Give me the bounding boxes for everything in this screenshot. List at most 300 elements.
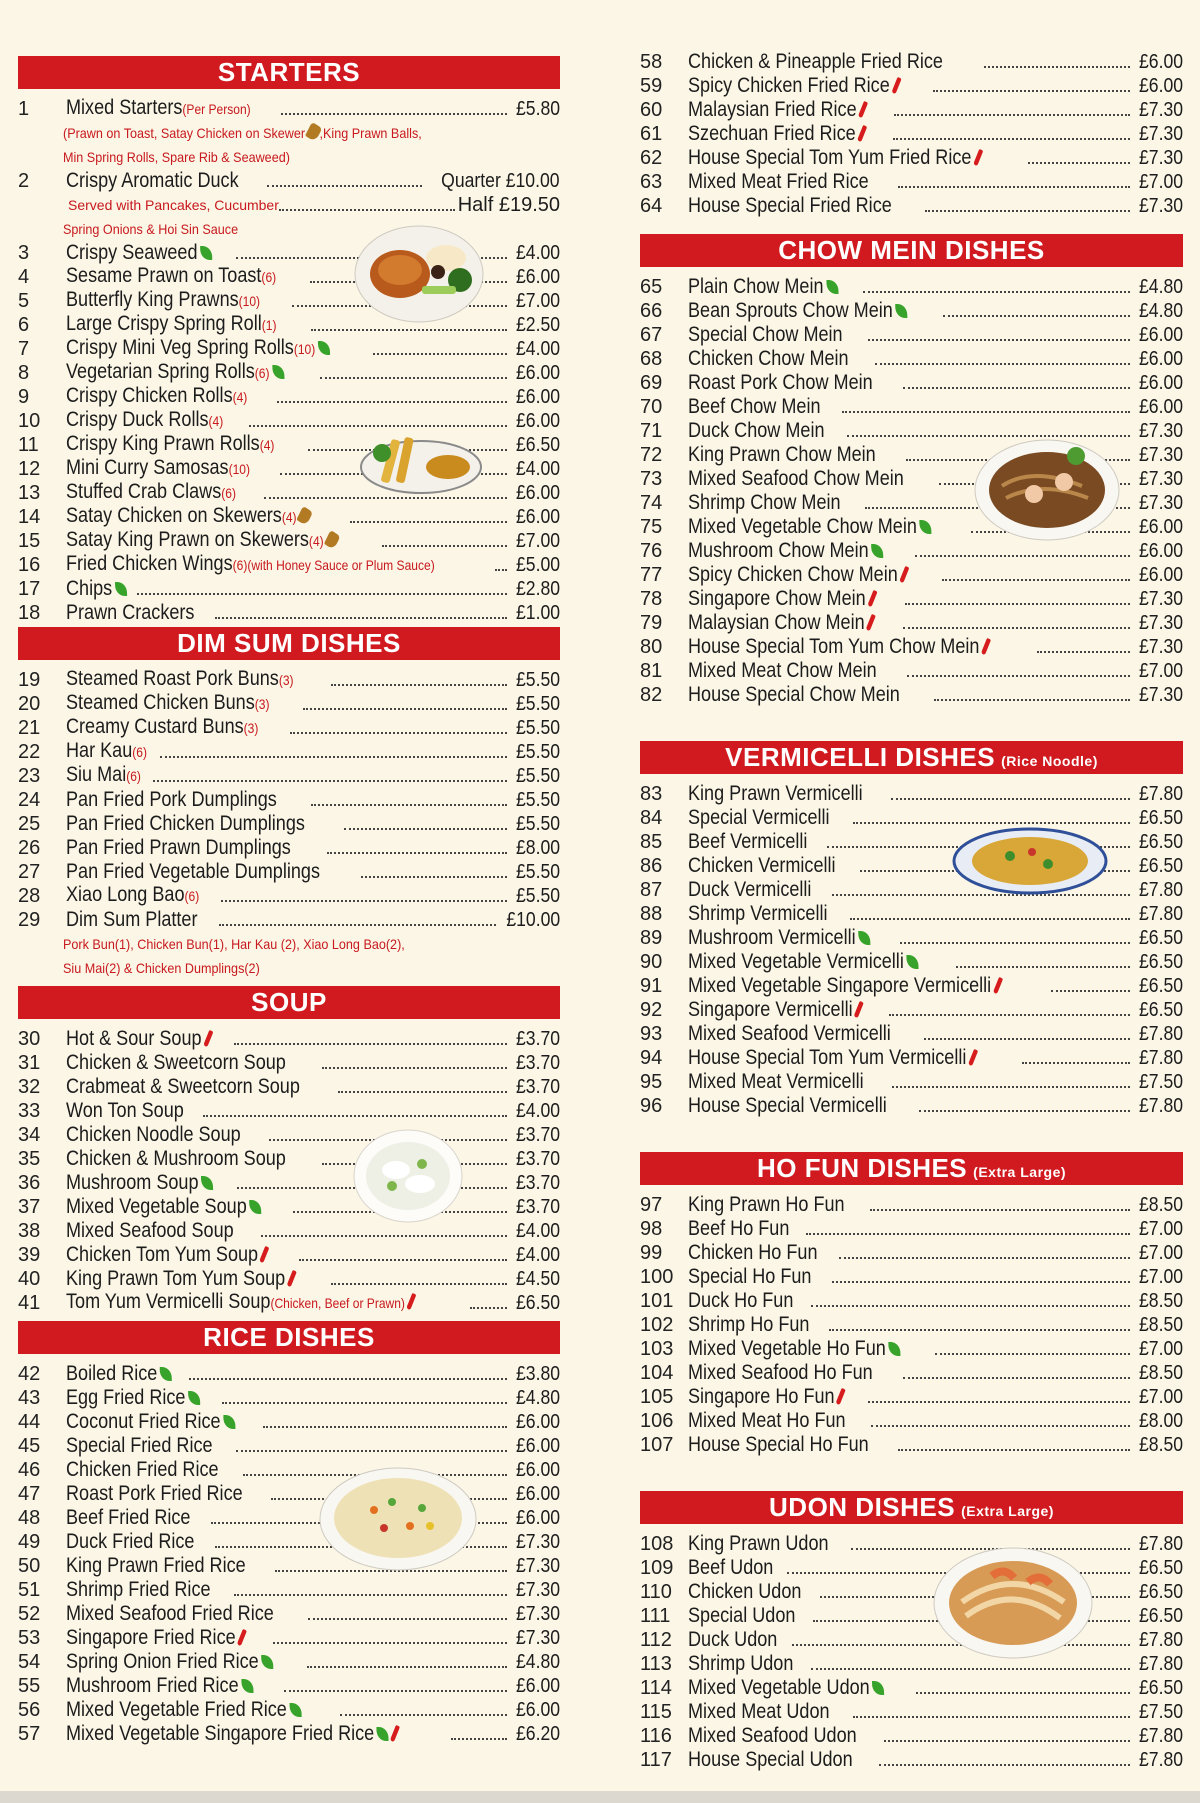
item-name: Chicken & Sweetcorn Soup xyxy=(66,1051,286,1074)
item-name: Xiao Long Bao xyxy=(66,883,185,906)
item-name: Chicken Tom Yum Soup xyxy=(66,1243,259,1266)
item-name-wrap xyxy=(688,515,932,539)
item-description xyxy=(18,145,506,169)
dot-leader xyxy=(903,1377,1130,1379)
item-number: 47 xyxy=(18,1483,41,1505)
chili-icon xyxy=(836,1388,846,1406)
menu-item xyxy=(640,194,1183,218)
dot-leader xyxy=(875,363,1130,365)
item-name: Roast Pork Chow Mein xyxy=(688,371,873,394)
menu-section xyxy=(640,1491,1183,1772)
item-note: (6) xyxy=(254,365,270,381)
item-name-wrap xyxy=(66,1123,241,1147)
item-name: Special Chow Mein xyxy=(688,323,843,346)
item-name-wrap xyxy=(688,1289,793,1313)
dot-leader xyxy=(829,1329,1130,1331)
item-name: Pan Fried Chicken Dumplings xyxy=(66,812,305,835)
item-price: £7.30 xyxy=(1138,612,1183,634)
menu-item xyxy=(640,1313,1183,1337)
section-title: CHOW MEIN DISHES xyxy=(778,235,1045,265)
item-name: Spicy Chicken Fried Rice xyxy=(688,74,890,97)
menu-item xyxy=(640,974,1183,998)
menu-section xyxy=(18,1321,560,1746)
menu-item xyxy=(640,1265,1183,1289)
item-name: King Prawn Fried Rice xyxy=(66,1554,246,1577)
item-number: 79 xyxy=(640,612,663,634)
item-name-wrap xyxy=(688,1094,887,1118)
item-name: Mixed Seafood Ho Fun xyxy=(688,1361,873,1384)
item-number: 17 xyxy=(18,578,41,600)
item-number: 102 xyxy=(640,1314,674,1336)
item-number: 113 xyxy=(640,1653,672,1675)
menu-item xyxy=(18,1027,560,1051)
description-text: ,King Prawn Balls, xyxy=(319,125,422,141)
dot-leader xyxy=(868,1401,1129,1403)
item-number: 28 xyxy=(18,885,41,907)
item-number: 58 xyxy=(640,51,663,73)
item-note: (10) xyxy=(228,461,250,477)
item-name: House Special Fried Rice xyxy=(688,194,892,217)
item-price: £4.00 xyxy=(515,458,560,480)
menu-item xyxy=(640,950,1183,974)
dot-leader xyxy=(273,1642,507,1644)
item-number: 2 xyxy=(18,170,30,192)
menu-item xyxy=(640,563,1183,587)
item-number: 12 xyxy=(18,458,41,480)
item-name-wrap xyxy=(688,1652,793,1676)
item-price: £7.30 xyxy=(1138,636,1183,658)
item-price: £4.00 xyxy=(515,242,560,264)
item-name: Shrimp Udon xyxy=(688,1652,794,1675)
dot-leader xyxy=(327,852,506,854)
item-number: 59 xyxy=(640,75,663,97)
item-number: 74 xyxy=(640,492,663,514)
item-name: Mushroom Fried Rice xyxy=(66,1674,239,1697)
item-price: £6.50 xyxy=(1138,1581,1183,1603)
item-name: Beef Vermicelli xyxy=(688,830,808,853)
item-number: 26 xyxy=(18,837,41,859)
item-number: 88 xyxy=(640,903,663,925)
item-number: 112 xyxy=(640,1629,672,1651)
menu-item xyxy=(18,1123,560,1147)
menu-item xyxy=(18,1195,560,1219)
dot-leader xyxy=(891,798,1130,800)
item-name-wrap xyxy=(66,1075,300,1099)
item-name: Mixed Vegetable Singapore Vermicelli xyxy=(688,974,992,997)
item-name-wrap xyxy=(688,1604,795,1628)
item-name: House Special Tom Yum Fried Rice xyxy=(688,146,972,169)
chili-icon xyxy=(390,1725,400,1743)
description-text: Served with Pancakes, Cucumber xyxy=(68,197,279,213)
item-price: £6.00 xyxy=(1138,75,1183,97)
item-note: (4) xyxy=(281,509,297,525)
vermicelli-photo xyxy=(952,826,1108,896)
item-name-wrap xyxy=(66,1482,243,1506)
item-name-wrap xyxy=(66,1434,213,1458)
section-subtitle: (Extra Large) xyxy=(961,1503,1054,1519)
item-name: Duck Udon xyxy=(688,1628,778,1651)
item-price: £6.50 xyxy=(1138,927,1183,949)
item-number: 5 xyxy=(18,290,30,312)
menu-item xyxy=(640,299,1183,323)
menu-item xyxy=(18,337,560,361)
item-name: Crispy Chicken Rolls xyxy=(66,384,233,407)
item-price: £7.00 xyxy=(1138,1338,1183,1360)
item-name-wrap xyxy=(688,683,900,707)
dot-leader xyxy=(1022,1062,1130,1064)
item-number: 18 xyxy=(18,602,41,624)
item-name-wrap xyxy=(66,241,212,265)
item-number: 52 xyxy=(18,1603,41,1625)
dot-leader xyxy=(893,138,1130,140)
item-name-wrap xyxy=(688,1748,853,1772)
item-name: Chicken Vermicelli xyxy=(688,854,836,877)
item-price: £7.80 xyxy=(1138,1047,1183,1069)
item-number: 100 xyxy=(640,1266,674,1288)
item-price: £6.00 xyxy=(515,1507,560,1529)
item-name: Mixed Meat Chow Mein xyxy=(688,659,877,682)
item-price: £2.50 xyxy=(515,314,560,336)
skewer-icon xyxy=(296,506,313,526)
item-number: 33 xyxy=(18,1100,41,1122)
item-number: 92 xyxy=(640,999,663,1021)
menu-item xyxy=(18,577,560,601)
menu-item xyxy=(640,1361,1183,1385)
dot-leader xyxy=(853,822,1130,824)
item-number: 109 xyxy=(640,1557,674,1579)
item-price: £5.50 xyxy=(515,885,560,907)
item-price: £8.50 xyxy=(1138,1434,1183,1456)
item-name-wrap xyxy=(688,974,1000,998)
dot-leader xyxy=(153,780,507,782)
leaf-icon xyxy=(241,1679,253,1693)
menu-item xyxy=(18,1722,560,1746)
dot-leader xyxy=(839,1257,1130,1259)
dot-leader xyxy=(470,1307,507,1309)
dot-leader xyxy=(811,1305,1130,1307)
item-price: £4.80 xyxy=(1138,300,1183,322)
item-price: £2.80 xyxy=(515,578,560,600)
item-name: Creamy Custard Buns xyxy=(66,715,244,738)
item-price: £5.50 xyxy=(515,693,560,715)
dot-leader xyxy=(219,924,496,926)
item-number: 70 xyxy=(640,396,663,418)
menu-item xyxy=(640,1094,1183,1118)
item-name: Singapore Ho Fun xyxy=(688,1385,835,1408)
menu-item xyxy=(18,740,560,764)
dot-leader xyxy=(900,942,1130,944)
item-price: £4.00 xyxy=(515,1100,560,1122)
item-price: £8.00 xyxy=(515,837,560,859)
item-name-wrap xyxy=(688,902,828,926)
menu-section xyxy=(640,50,1183,218)
item-name-wrap xyxy=(688,1580,801,1604)
item-price: £6.00 xyxy=(1138,396,1183,418)
dot-leader xyxy=(907,675,1130,677)
item-price: £7.30 xyxy=(515,1531,560,1553)
item-name-wrap xyxy=(688,50,943,74)
dot-leader xyxy=(915,555,1130,557)
menu-item xyxy=(640,902,1183,926)
menu-section xyxy=(18,627,560,980)
item-price: £6.00 xyxy=(515,1435,560,1457)
item-name: Large Crispy Spring Roll xyxy=(66,312,262,335)
item-price: £7.30 xyxy=(1138,147,1183,169)
dot-leader xyxy=(290,732,507,734)
item-number: 116 xyxy=(640,1725,672,1747)
item-name-wrap xyxy=(66,336,330,361)
item-note: (6) xyxy=(261,269,277,285)
item-name-wrap xyxy=(688,1241,817,1265)
item-name-wrap xyxy=(688,1337,900,1361)
item-number: 36 xyxy=(18,1172,41,1194)
dot-leader xyxy=(889,1014,1130,1016)
item-name-wrap xyxy=(688,194,892,218)
item-number: 99 xyxy=(640,1242,663,1264)
item-name-wrap xyxy=(66,739,147,764)
chili-icon xyxy=(858,101,868,119)
item-number: 86 xyxy=(640,855,663,877)
item-price: £7.80 xyxy=(1138,1725,1183,1747)
item-price: £6.00 xyxy=(1138,51,1183,73)
dot-leader xyxy=(221,900,507,902)
item-number: 43 xyxy=(18,1387,41,1409)
menu-item xyxy=(640,1046,1183,1070)
chili-icon xyxy=(260,1246,270,1264)
item-name: Butterfly King Prawns xyxy=(66,288,239,311)
item-number: 14 xyxy=(18,506,41,528)
dot-leader xyxy=(984,66,1129,68)
dot-leader xyxy=(1051,990,1130,992)
section-subtitle: (Rice Noodle) xyxy=(1001,753,1098,769)
item-number: 61 xyxy=(640,123,663,145)
item-name: Malaysian Chow Mein xyxy=(688,611,865,634)
item-name: Beef Ho Fun xyxy=(688,1217,790,1240)
item-number: 13 xyxy=(18,482,41,504)
item-name-wrap xyxy=(688,782,863,806)
menu-item xyxy=(640,1070,1183,1094)
item-price: £6.00 xyxy=(515,386,560,408)
menu-item xyxy=(640,1604,1183,1628)
item-number: 4 xyxy=(18,266,30,288)
dot-leader xyxy=(884,1740,1130,1742)
dot-leader xyxy=(853,1716,1130,1718)
item-number: 23 xyxy=(18,765,41,787)
item-number: 54 xyxy=(18,1651,41,1673)
item-list xyxy=(18,97,560,625)
menu-item xyxy=(18,505,560,529)
item-price: £7.00 xyxy=(515,290,560,312)
item-number: 11 xyxy=(18,434,39,456)
dot-leader xyxy=(943,315,1130,317)
item-number: 87 xyxy=(640,879,663,901)
item-price: £5.50 xyxy=(515,765,560,787)
item-name: Crispy Mini Veg Spring Rolls xyxy=(66,336,294,359)
item-name: Steamed Roast Pork Buns xyxy=(66,667,279,690)
item-price: £4.80 xyxy=(515,1387,560,1409)
dot-leader xyxy=(811,1668,1130,1670)
item-price: £6.50 xyxy=(1138,1605,1183,1627)
item-name: Mixed Vegetable Ho Fun xyxy=(688,1337,886,1360)
item-name-wrap xyxy=(66,1267,294,1291)
item-name-wrap xyxy=(66,763,141,788)
section-header xyxy=(18,1321,560,1354)
item-name-wrap xyxy=(66,1554,246,1578)
item-price: £7.80 xyxy=(1138,903,1183,925)
item-price: £6.20 xyxy=(515,1723,560,1745)
item-number: 53 xyxy=(18,1627,41,1649)
item-name: House Special Udon xyxy=(688,1748,853,1771)
item-name: Duck Ho Fun xyxy=(688,1289,794,1312)
dot-leader xyxy=(263,1426,507,1428)
menu-item xyxy=(18,313,560,337)
item-number: 115 xyxy=(640,1701,672,1723)
item-number: 31 xyxy=(18,1052,41,1074)
item-price: £6.00 xyxy=(515,1675,560,1697)
dot-leader xyxy=(919,1110,1130,1112)
item-name: Mixed Seafood Vermicelli xyxy=(688,1022,891,1045)
item-name: Chicken Ho Fun xyxy=(688,1241,818,1264)
item-name: Singapore Fried Rice xyxy=(66,1626,236,1649)
item-name-wrap xyxy=(66,1458,219,1482)
dot-leader xyxy=(892,1086,1130,1088)
item-number: 103 xyxy=(640,1338,674,1360)
item-name: Crispy King Prawn Rolls xyxy=(66,432,260,455)
item-number: 108 xyxy=(640,1533,674,1555)
item-list xyxy=(640,782,1183,1118)
item-list xyxy=(18,668,560,980)
item-name: Mixed Vegetable Vermicelli xyxy=(688,950,904,973)
dot-leader xyxy=(451,1738,507,1740)
menu-item xyxy=(18,1267,560,1291)
item-name-wrap xyxy=(688,1676,884,1700)
item-number: 30 xyxy=(18,1028,41,1050)
item-name-wrap xyxy=(66,1626,244,1650)
item-number: 90 xyxy=(640,951,663,973)
item-name: House Special Ho Fun xyxy=(688,1433,869,1456)
leaf-icon xyxy=(223,1415,235,1429)
item-name: Siu Mai xyxy=(66,763,127,786)
menu-item xyxy=(640,1628,1183,1652)
item-note: (4) xyxy=(259,437,275,453)
item-number: 73 xyxy=(640,468,663,490)
item-number: 63 xyxy=(640,171,663,193)
item-name-wrap xyxy=(688,635,988,659)
dot-leader xyxy=(832,894,1130,896)
leaf-icon xyxy=(377,1727,389,1741)
menu-item xyxy=(640,1532,1183,1556)
dot-leader xyxy=(863,291,1130,293)
item-name: Dim Sum Platter xyxy=(66,908,198,931)
item-price: £3.70 xyxy=(515,1052,560,1074)
item-number: 56 xyxy=(18,1699,41,1721)
item-name-wrap xyxy=(66,836,291,860)
item-name: Duck Chow Mein xyxy=(688,419,825,442)
item-name-wrap xyxy=(66,96,251,121)
item-name-wrap xyxy=(688,1361,873,1385)
dot-leader xyxy=(303,708,507,710)
menu-item xyxy=(18,692,560,716)
item-name: House Special Tom Yum Chow Mein xyxy=(688,635,980,658)
item-price: £6.00 xyxy=(515,1411,560,1433)
dot-leader xyxy=(137,593,507,595)
item-price: £7.00 xyxy=(1138,1242,1183,1264)
item-note: (10) xyxy=(238,293,261,309)
item-name-wrap xyxy=(688,806,830,830)
item-name-wrap xyxy=(688,1046,975,1070)
dot-leader xyxy=(361,876,507,878)
leaf-icon xyxy=(906,955,918,969)
menu-item xyxy=(18,1578,560,1602)
item-price: £7.50 xyxy=(1138,1071,1183,1093)
item-number: 34 xyxy=(18,1124,41,1146)
chili-icon xyxy=(857,125,867,143)
item-name: Mixed Starters xyxy=(66,96,183,119)
item-name-wrap xyxy=(66,1051,286,1075)
menu-item xyxy=(18,1362,560,1386)
item-name-wrap xyxy=(66,288,260,313)
item-name-wrap xyxy=(688,950,918,974)
dot-leader xyxy=(870,1209,1130,1211)
item-price: £7.50 xyxy=(1138,1701,1183,1723)
item-description xyxy=(18,193,560,217)
leaf-icon xyxy=(888,1342,900,1356)
dot-leader xyxy=(299,1259,507,1261)
menu-item xyxy=(640,998,1183,1022)
dot-leader xyxy=(898,1449,1130,1451)
item-price: £5.50 xyxy=(515,813,560,835)
dot-leader xyxy=(322,1067,507,1069)
dot-leader xyxy=(806,1233,1130,1235)
item-name-wrap xyxy=(688,371,873,395)
leaf-icon xyxy=(188,1391,200,1405)
wonton-soup-photo xyxy=(352,1128,464,1224)
dot-leader xyxy=(350,521,507,523)
item-number: 46 xyxy=(18,1459,41,1481)
chili-icon xyxy=(968,1049,978,1067)
item-price: £6.50 xyxy=(1138,855,1183,877)
item-name: Mixed Vegetable Fried Rice xyxy=(66,1698,287,1721)
item-name-wrap xyxy=(688,443,876,467)
menu-item xyxy=(640,1724,1183,1748)
item-name-wrap xyxy=(688,659,877,683)
menu-item xyxy=(640,323,1183,347)
leaf-icon xyxy=(318,341,330,355)
menu-item xyxy=(640,635,1183,659)
menu-item xyxy=(18,169,560,193)
item-name: Shrimp Chow Mein xyxy=(688,491,841,514)
menu-item xyxy=(18,1051,560,1075)
item-note: (Chicken, Beef or Prawn) xyxy=(270,1295,405,1311)
item-number: 64 xyxy=(640,195,663,217)
dot-leader xyxy=(320,377,507,379)
menu-item xyxy=(640,806,1183,830)
item-name-wrap xyxy=(688,1700,830,1724)
item-name-wrap xyxy=(688,1070,864,1094)
item-name: Stuffed Crab Claws xyxy=(66,480,222,503)
item-number: 104 xyxy=(640,1362,674,1384)
item-name-wrap xyxy=(688,299,907,323)
item-name-wrap xyxy=(688,1217,789,1241)
item-price: £5.00 xyxy=(515,554,560,576)
item-number: 78 xyxy=(640,588,663,610)
item-price: £6.00 xyxy=(1138,564,1183,586)
dot-leader xyxy=(222,1402,507,1404)
item-name: Crispy Duck Rolls xyxy=(66,408,209,431)
menu-item xyxy=(18,716,560,740)
menu-item xyxy=(18,836,560,860)
item-price: £6.50 xyxy=(515,1292,560,1314)
